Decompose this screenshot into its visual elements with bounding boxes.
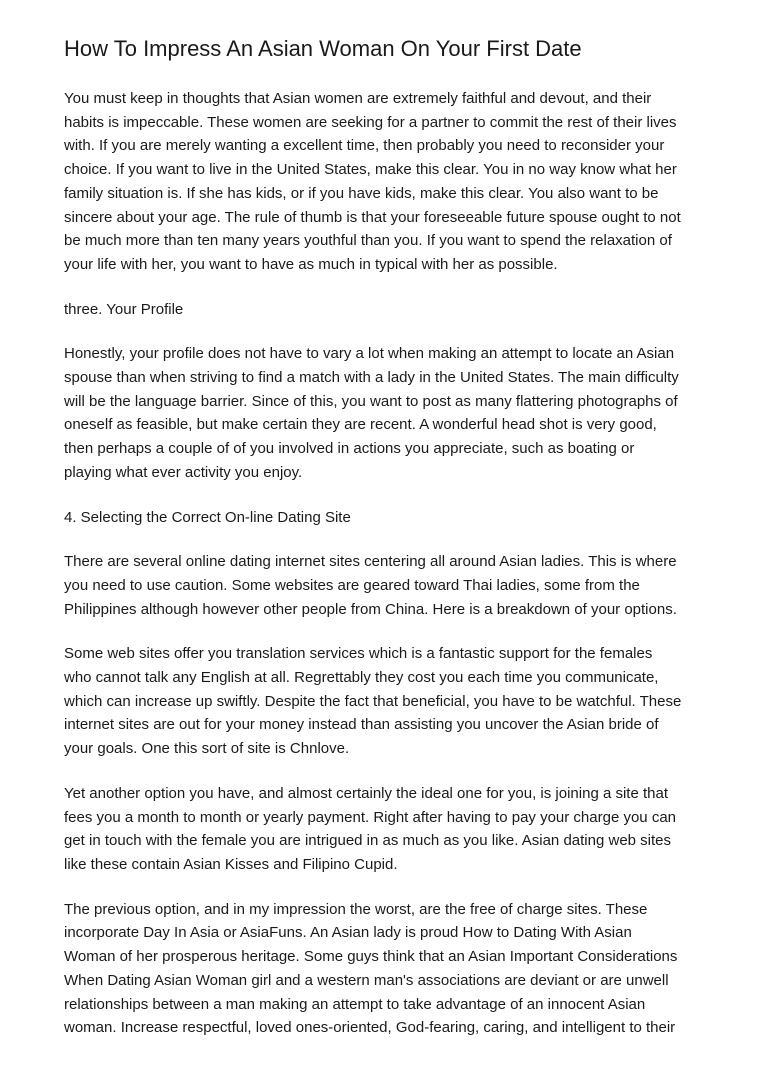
paragraph-dating-sites — [64, 550, 714, 621]
paragraph-paid-sites — [64, 782, 714, 877]
text-line: woman. Increase respectful, loved ones-oriented, God-fearing, caring, and intelligent to their — [64, 1019, 676, 1037]
text-line: like these contain Asian Kisses and Filipino Cupid. — [64, 855, 398, 873]
text-line: habits is impeccable. These women are seeking for a partner to commit the rest of their lives — [64, 113, 677, 131]
text-line: playing what ever activity you enjoy. — [64, 463, 303, 481]
paragraph-free-sites — [64, 898, 714, 1040]
text-line: your goals. One this sort of site is Chnlove. — [64, 740, 350, 758]
text-line: who cannot talk any English at all. Regrettably they cost you each time you communicate, — [64, 669, 659, 687]
paragraph-translation — [64, 642, 714, 761]
text-line: incorporate Day In Asia or AsiaFuns. An Asian lady is proud How to Dating With Asian — [64, 924, 632, 942]
text-line: family situation is. If she has kids, or if you have kids, make this clear. You also want to be — [64, 184, 659, 202]
section-heading-dating-site: 4. Selecting the Correct On-line Dating Site — [64, 508, 351, 526]
text-line: Some web sites offer you translation services which is a fantastic support for the females — [64, 645, 653, 663]
text-line: your life with her, you want to have as much in typical with her as possible. — [64, 255, 558, 273]
text-line: then perhaps a couple of of you involved in actions you appreciate, such as boating or — [64, 440, 635, 458]
text-line: Yet another option you have, and almost certainly the ideal one for you, is joining a site that — [64, 784, 668, 802]
text-line: fees you a month to month or yearly payment. Right after having to pay your charge you can — [64, 808, 677, 826]
text-line: Woman of her prosperous heritage. Some guys think that an Asian Important Considerations — [64, 948, 678, 966]
text-line: There are several online dating internet sites centering all around Asian ladies. This is where — [64, 553, 677, 571]
text-line: Honestly, your profile does not have to vary a lot when making an attempt to locate an Asian — [64, 345, 675, 363]
text-line: internet sites are out for your money instead than assisting you uncover the Asian bride of — [64, 716, 659, 734]
text-line: choice. If you want to live in the United States, make this clear. You in no way know what her — [64, 161, 677, 179]
text-line: spouse than when striving to find a match with a lady in the United States. The main difficulty — [64, 369, 679, 387]
paragraph-profile — [64, 342, 714, 484]
text-line: When Dating Asian Woman girl and a western man's associations are deviant or are unwell — [64, 971, 669, 989]
text-line: oneself as feasible, but make certain they are recent. A wonderful head shot is very good, — [64, 416, 657, 434]
document-title: How To Impress An Asian Woman On Your First Date — [64, 36, 582, 61]
section-heading-profile: three. Your Profile — [64, 300, 184, 318]
text-line: sincere about your age. The rule of thumb is that your foreseeable future spouse ought to not — [64, 208, 681, 226]
document-page — [64, 34, 714, 1061]
paragraph-intro — [64, 87, 714, 277]
text-line: be much more than ten many years youthful than you. If you want to spend the relaxation of — [64, 232, 672, 250]
text-line: get in touch with the female you are intrigued in as much as you like. Asian dating web sites — [64, 832, 672, 850]
text-line: Philippines although however other people from China. Here is a breakdown of your options. — [64, 600, 677, 618]
text-line: which can increase up swiftly. Despite the fact that beneficial, you have to be watchful. These — [64, 692, 682, 710]
text-line: The previous option, and in my impression the worst, are the free of charge sites. These — [64, 900, 648, 918]
text-line: You must keep in thoughts that Asian women are extremely faithful and devout, and their — [64, 90, 652, 107]
text-line: relationships between a man making an attempt to take advantage of an innocent Asian — [64, 995, 646, 1013]
text-line: you need to use caution. Some websites are geared toward Thai ladies, some from the — [64, 576, 640, 594]
text-line: with. If you are merely wanting a excellent time, then probably you need to reconsider your — [64, 137, 665, 155]
text-line: will be the language barrier. Since of this, you want to post as many flattering photographs of — [64, 392, 678, 410]
